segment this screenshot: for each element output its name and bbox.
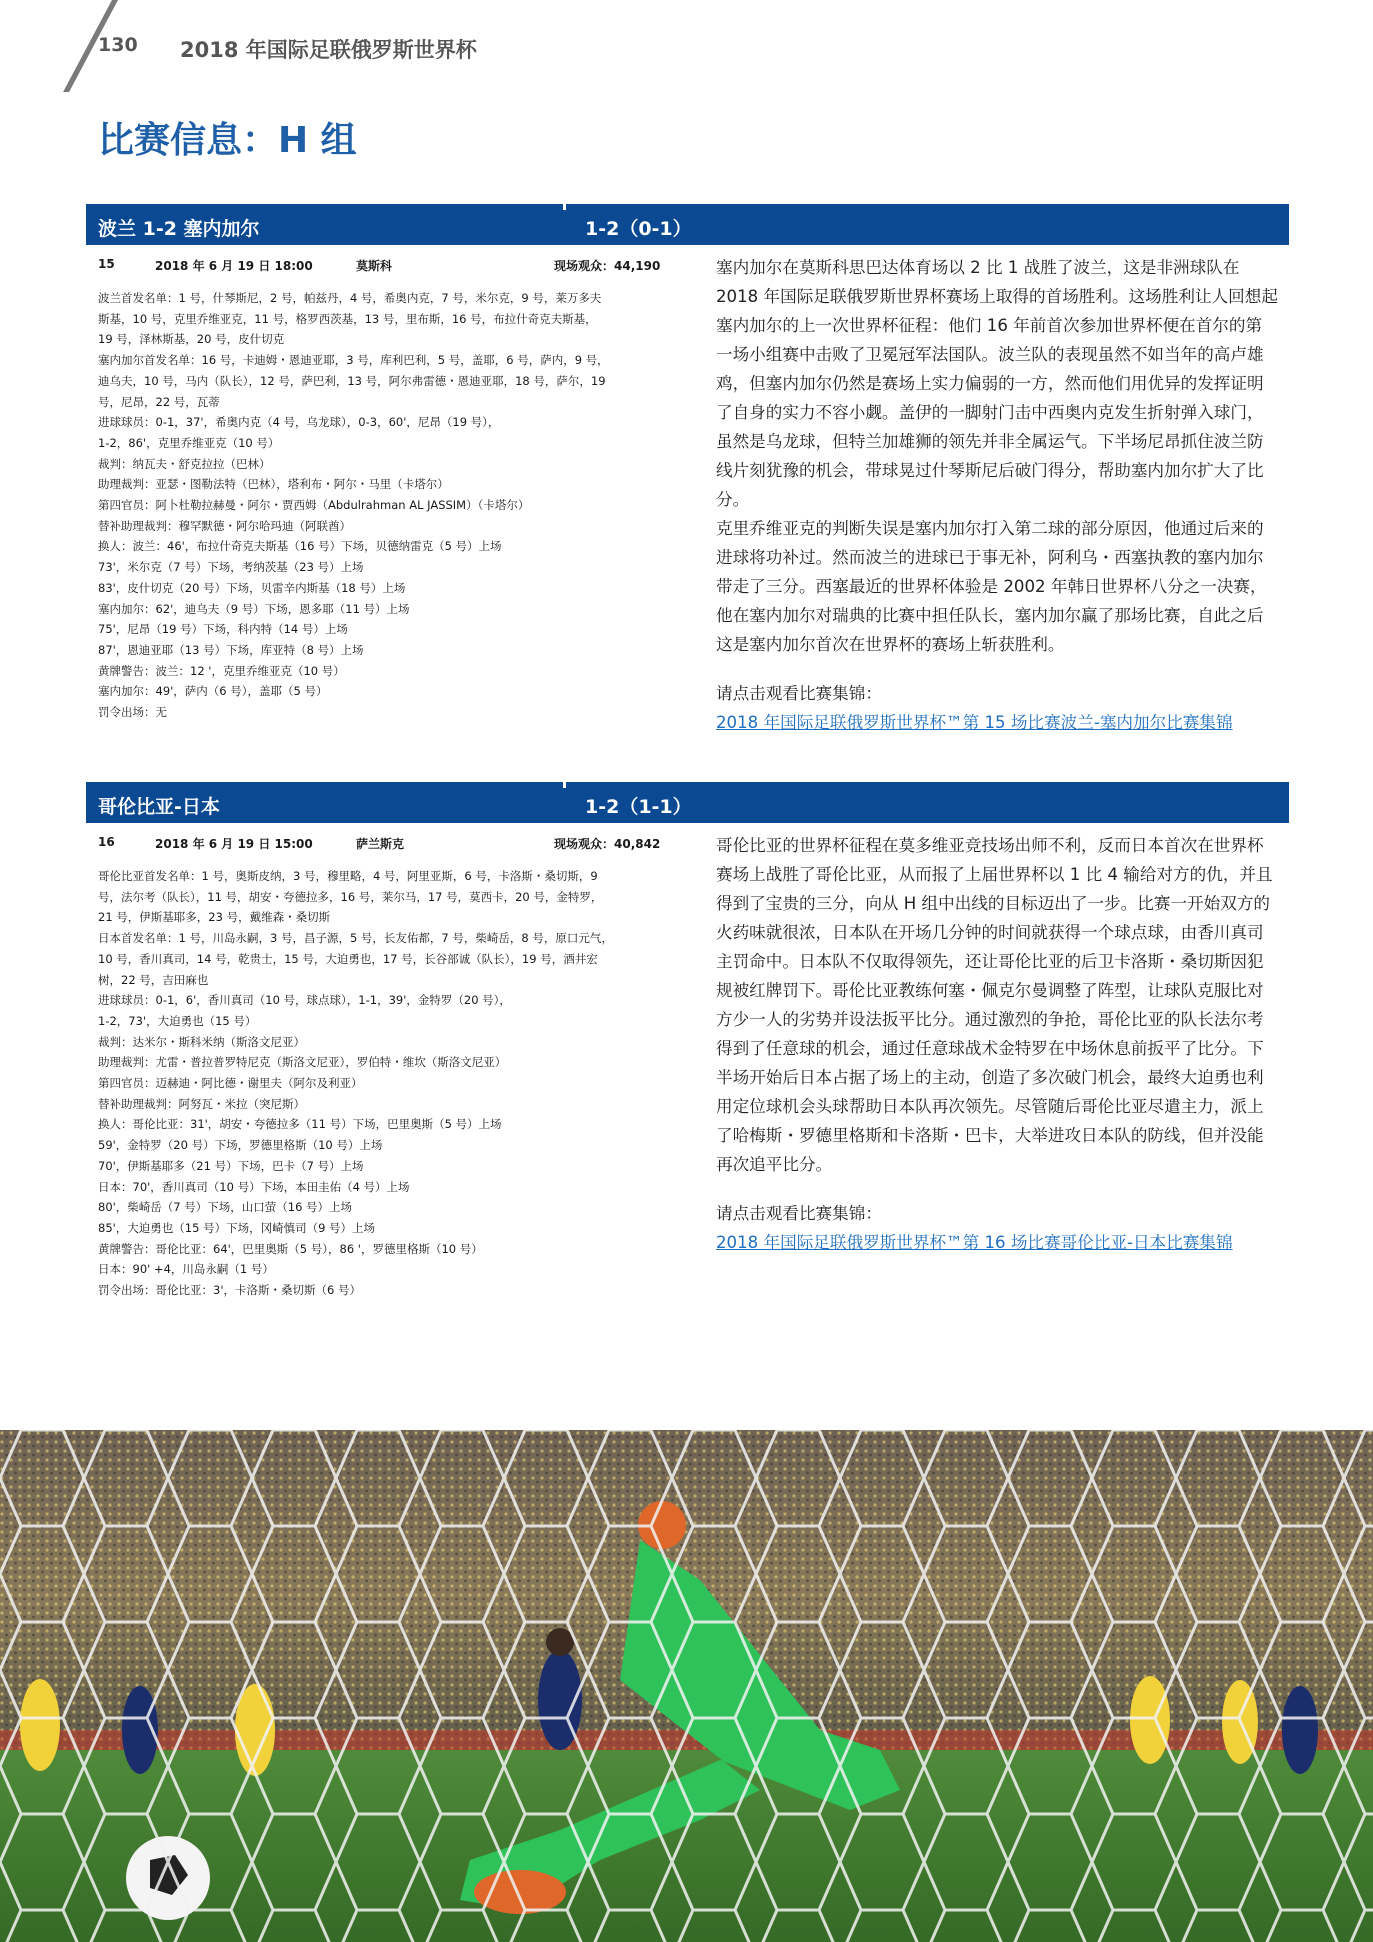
detail-line: 日本：90' +4，川岛永嗣（1 号） (98, 1262, 274, 1277)
detail-line: 59'，金特罗（20 号）下场，罗德里格斯（10 号）上场 (98, 1138, 383, 1153)
match-teams: 波兰 1-2 塞内加尔 (98, 218, 260, 240)
detail-line: 换人：哥伦比亚：31'，胡安・夸德拉多（11 号）下场，巴里奥斯（5 号）上场 (98, 1117, 502, 1132)
goalkeeper-photo-illustration (0, 1430, 1373, 1942)
match-venue: 萨兰斯克 (356, 837, 405, 851)
detail-line: 迪乌夫，10 号，马内（队长），12 号，萨巴利，13 号，阿尔弗雷德・恩迪亚耶，18 号，萨尔，19 (98, 373, 606, 388)
summary-paragraph: 克里乔维亚克的判断失误是塞内加尔打入第二球的部分原因，他通过后来的进球将功补过。然而波兰的进球已于事无补，阿利乌・西塞执教的塞内加尔带走了三分。西塞最近的世界杯体验是 2002 年韩日世界杯八分之一决赛，他在塞内加尔对瑞典的比赛中担任队长，塞内加尔赢了那场比赛，自此之后这是塞内加尔首次在世界杯的赛场上斩获胜利。 (716, 519, 1267, 654)
match-score: 1-2（1-1） (585, 796, 692, 818)
detail-line: 号，尼昂，22 号，瓦蒂 (98, 394, 220, 409)
highlights-prompt: 请点击观看比赛集锦： (716, 1204, 882, 1223)
match-header-bar (86, 782, 1289, 823)
summary-paragraph: 塞内加尔在莫斯科思巴达体育场以 2 比 1 战胜了波兰，这是非洲球队在 2018 年国际足联俄罗斯世界杯赛场上取得的首场胜利。这场胜利让人回想起塞内加尔的上一次世界杯征程：他们 16 年前首次参加世界杯便在首尔的第一场小组赛中击败了卫冕冠军法国队。波兰队的表现虽然不如当年的高卢雄鸡，但塞内加尔仍然是赛场上实力偏弱的一方，然而他们用优异的发挥证明了自身的实力不容小觑。盖伊的一脚射门击中西奥内克发生折射弹入球门，虽然是乌龙球，但特兰加雄狮的领先并非全属运气。下半场尼昂抓住波兰防线片刻犹豫的机会，带球晃过什琴斯尼后破门得分，帮助塞内加尔扩大了比分。 (716, 258, 1278, 509)
detail-line: 19 号，泽林斯基，20 号，皮什切克 (98, 332, 285, 347)
detail-line: 罚令出场：哥伦比亚：3'，卡洛斯・桑切斯（6 号） (98, 1283, 361, 1298)
detail-line: 树，22 号，吉田麻也 (98, 972, 209, 987)
detail-line: 70'，伊斯基耶多（21 号）下场，巴卡（7 号）上场 (98, 1158, 364, 1173)
detail-line: 黄牌警告：波兰：12 '，克里乔维亚克（10 号） (98, 663, 345, 678)
match-photo (0, 1430, 1373, 1942)
detail-line: 73'，米尔克（7 号）下场，考纳茨基（23 号）上场 (98, 560, 364, 575)
highlights-link[interactable]: 2018 年国际足联俄罗斯世界杯™第 16 场比赛哥伦比亚-日本比赛集锦 (716, 1233, 1233, 1252)
detail-line: 21 号，伊斯基耶多，23 号，戴维森・桑切斯 (98, 910, 331, 925)
match-summary (716, 831, 1278, 1257)
detail-line: 10 号，香川真司，14 号，乾贵士，15 号，大迫勇也，17 号，长谷部诚（队长），19 号，酒井宏 (98, 951, 598, 966)
detail-line: 黄牌警告：哥伦比亚：64'，巴里奥斯（5 号），86 '，罗德里格斯（10 号） (98, 1241, 483, 1256)
match-block-1 (86, 204, 1289, 764)
highlights-link[interactable]: 2018 年国际足联俄罗斯世界杯™第 15 场比赛波兰-塞内加尔比赛集锦 (716, 713, 1233, 732)
match-date-time: 2018 年 6 月 19 日 18:00 (155, 259, 313, 273)
match-info-row (86, 257, 686, 277)
match-block-2 (86, 782, 1289, 1342)
match-header-bar (86, 204, 1289, 245)
detail-line: 号，法尔考（队长），11 号，胡安・夸德拉多，16 号，莱尔马，17 号，莫西卡，20 号，金特罗， (98, 889, 603, 904)
detail-line: 罚令出场：无 (98, 705, 167, 720)
detail-line: 80'，柴崎岳（7 号）下场，山口萤（16 号）上场 (98, 1200, 353, 1215)
detail-line: 85'，大迫勇也（15 号）下场，冈崎慎司（9 号）上场 (98, 1220, 376, 1235)
match-details (98, 288, 708, 723)
match-date-time: 2018 年 6 月 19 日 15:00 (155, 837, 313, 851)
detail-line: 75'，尼昂（19 号）下场，科内特（14 号）上场 (98, 622, 348, 637)
detail-line: 裁判：纳瓦夫・舒克拉拉（巴林） (98, 456, 271, 471)
bar-divider (563, 204, 566, 210)
detail-line: 日本首发名单：1 号，川岛永嗣，3 号，昌子源，5 号，长友佑都，7 号，柴崎岳，8 号，原口元气， (98, 931, 613, 946)
detail-line: 助理裁判：亚瑟・图勒法特（巴林），塔利布・阿尔・马里（卡塔尔） (98, 477, 449, 492)
detail-line: 塞内加尔：49'，萨内（6 号），盖耶（5 号） (98, 684, 328, 699)
match-attendance: 现场观众：40,842 (554, 837, 661, 851)
match-number: 16 (98, 835, 115, 849)
detail-line: 进球球员：0-1，6'，香川真司（10 号，球点球），1-1，39'，金特罗（20 号）， (98, 993, 511, 1008)
detail-line: 替补助理裁判：穆罕默德・阿尔哈玛迪（阿联酋） (98, 518, 351, 533)
detail-line: 助理裁判：尤雷・普拉普罗特尼克（斯洛文尼亚），罗伯特・维坎（斯洛文尼亚） (98, 1055, 507, 1070)
detail-line: 第四官员：阿卜杜勒拉赫曼・阿尔・贾西姆（Abdulrahman AL JASSIM）（卡塔尔） (98, 498, 530, 513)
page-number: 130 (98, 34, 138, 56)
match-teams: 哥伦比亚-日本 (98, 796, 220, 818)
detail-line: 1-2，86'，克里乔维亚克（10 号） (98, 435, 280, 450)
detail-line: 第四官员：迈赫迪・阿比德・谢里夫（阿尔及利亚） (98, 1076, 363, 1091)
detail-line: 1-2，73'，大迫勇也（15 号） (98, 1013, 257, 1028)
detail-line: 裁判：达米尔・斯科米纳（斯洛文尼亚） (98, 1034, 305, 1049)
match-summary (716, 253, 1278, 737)
match-venue: 莫斯科 (356, 259, 393, 273)
match-score: 1-2（0-1） (585, 218, 692, 240)
summary-paragraph: 哥伦比亚的世界杯征程在莫多维亚竞技场出师不利，反而日本首次在世界杯赛场上战胜了哥伦比亚，从而报了上届世界杯以 1 比 4 输给对方的仇，并且得到了宝贵的三分，向从 H 组中出线的目标迈出了一步。比赛一开始双方的火药味就很浓，日本队在开场几分钟的时间就获得一个球点球，由香川真司主罚命中。日本队不仅取得领先，还让哥伦比亚的后卫卡洛斯・桑切斯因犯规被红牌罚下。哥伦比亚教练何塞・佩克尔曼调整了阵型，让球队克服比对方少一人的劣势并设法扳平比分。通过激烈的争抢，哥伦比亚的队长法尔考得到了任意球的机会，通过任意球战术金特罗在中场休息前扳平了比分。下半场开始后日本占据了场上的主动，创造了多次破门机会，最终大迫勇也利用定位球机会头球帮助日本队再次领先。尽管随后哥伦比亚尽遣主力，派上了哈梅斯・罗德里格斯和卡洛斯・巴卡，大举进攻日本队的防线，但并没能再次追平比分。 (716, 836, 1273, 1174)
match-info-row (86, 835, 686, 855)
detail-line: 87'，恩迪亚耶（13 号）下场，库亚特（8 号）上场 (98, 642, 364, 657)
detail-line: 替补助理裁判：阿努瓦・米拉（突尼斯） (98, 1096, 305, 1111)
section-title: 比赛信息：H 组 (98, 120, 357, 161)
detail-line: 哥伦比亚首发名单：1 号，奥斯皮纳，3 号，穆里略，4 号，阿里亚斯，6 号，卡洛斯・桑切斯，9 (98, 869, 598, 883)
bar-divider (563, 782, 566, 788)
detail-line: 塞内加尔：62'，迪乌夫（9 号）下场，恩多耶（11 号）上场 (98, 601, 410, 616)
detail-line: 换人：波兰：46'，布拉什奇克夫斯基（16 号）下场，贝德纳雷克（5 号）上场 (98, 539, 502, 554)
running-title: 2018 年国际足联俄罗斯世界杯 (180, 38, 477, 62)
match-details (98, 866, 708, 1301)
detail-line: 斯基，10 号，克里乔维亚克，11 号，格罗西茨基，13 号，里布斯，16 号，布拉什奇克夫斯基， (98, 311, 597, 326)
detail-line: 进球球员：0-1，37'，希奥内克（4 号，乌龙球），0-3，60'，尼昂（19 号）， (98, 415, 500, 430)
detail-line: 日本：70'，香川真司（10 号）下场，本田圭佑（4 号）上场 (98, 1179, 410, 1194)
match-attendance: 现场观众：44,190 (554, 259, 661, 273)
detail-line: 波兰首发名单：1 号，什琴斯尼，2 号，帕兹丹，4 号，希奥内克，7 号，米尔克，9 号，莱万多夫 (98, 291, 602, 305)
detail-line: 塞内加尔首发名单：16 号，卡迪姆・恩迪亚耶，3 号，库利巴利，5 号，盖耶，6 号，萨内，9 号， (98, 353, 609, 368)
detail-line: 83'，皮什切克（20 号）下场，贝雷辛内斯基（18 号）上场 (98, 580, 406, 595)
match-number: 15 (98, 257, 115, 271)
highlights-prompt: 请点击观看比赛集锦： (716, 684, 882, 703)
